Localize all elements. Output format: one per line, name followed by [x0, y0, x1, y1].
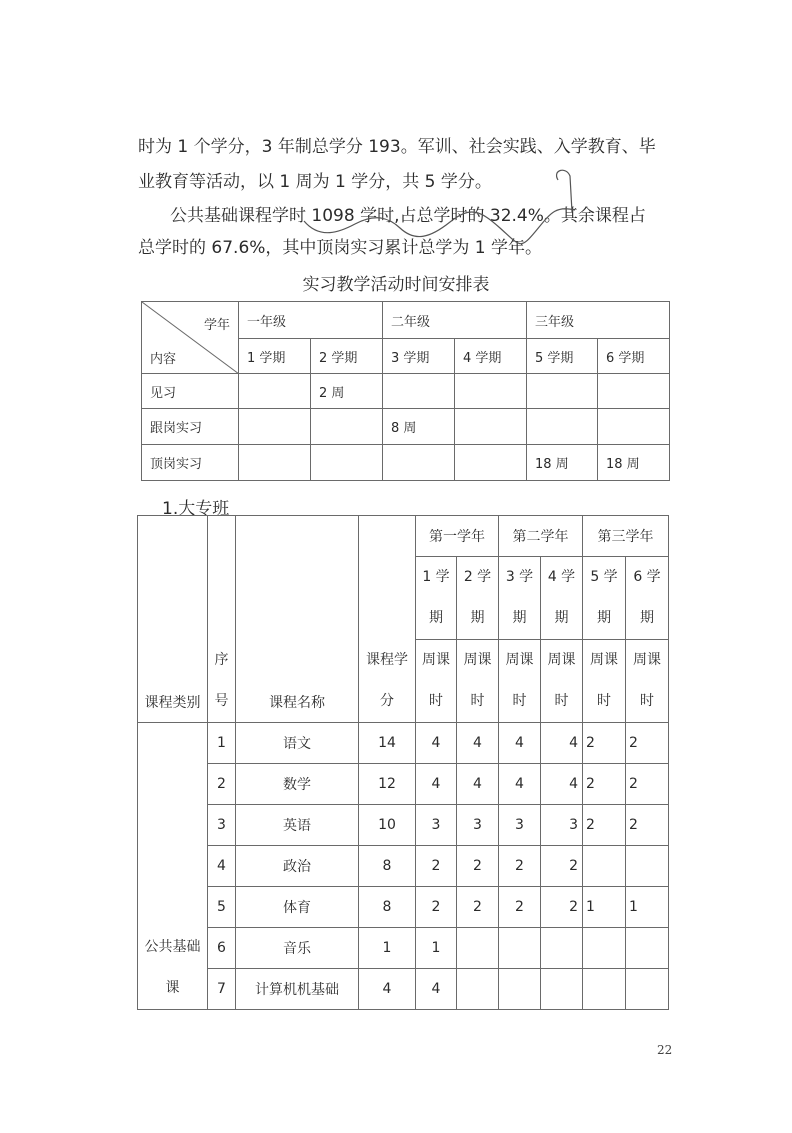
- row-label: 顶岗实习: [142, 445, 239, 481]
- course-name-cell: 数学: [236, 764, 359, 805]
- weekly-hours-cell: [457, 969, 499, 1010]
- weekly-hours-cell: 2: [626, 805, 669, 846]
- header-weekly-hours: [583, 640, 626, 723]
- weekly-hours-cell: [541, 928, 583, 969]
- weekly-hours-cell: 2: [626, 764, 669, 805]
- seq-cell: 2: [208, 764, 236, 805]
- weekly-hours-cell: 2: [416, 846, 457, 887]
- weekly-hours-cell: 3: [416, 805, 457, 846]
- term-line-2: 期: [597, 610, 611, 626]
- year-header-2: 二年级: [383, 302, 527, 339]
- weekly-hours-cell: 1: [416, 928, 457, 969]
- year-header-1: 一年级: [239, 302, 383, 339]
- weekly-hours-cell: 4: [499, 764, 541, 805]
- credit-cell: 12: [359, 764, 416, 805]
- credit-cell: 4: [359, 969, 416, 1010]
- practice-table-title: 实习教学活动时间安排表: [302, 275, 490, 295]
- seq-cell: 3: [208, 805, 236, 846]
- paragraph-line-4: 总学时的 67.6%，其中顶岗实习累计总学为 1 学年。: [138, 238, 543, 258]
- weekly-line-1: 周课: [547, 652, 576, 668]
- term-header: 1 学期: [239, 339, 311, 374]
- year-header-3: 三年级: [527, 302, 670, 339]
- credit-cell: 1: [359, 928, 416, 969]
- seq-cell: 7: [208, 969, 236, 1010]
- weekly-hours-cell: [499, 969, 541, 1010]
- category-line-1: 公共基础: [144, 939, 201, 955]
- table-cell: [598, 374, 670, 409]
- course-table: [137, 515, 669, 1010]
- weekly-hours-cell: 4: [416, 723, 457, 764]
- course-name-cell: 英语: [236, 805, 359, 846]
- corner-label-content: 内容: [150, 352, 177, 367]
- term-header: 3 学期: [383, 339, 455, 374]
- table-cell: 8 周: [383, 409, 455, 445]
- seq-cell: 5: [208, 887, 236, 928]
- page-number: 22: [657, 1043, 673, 1057]
- header-term-5: [583, 557, 626, 640]
- term-line-2: 期: [429, 610, 443, 626]
- table-row: [142, 409, 670, 445]
- weekly-hours-cell: 2: [499, 887, 541, 928]
- weekly-hours-cell: [457, 928, 499, 969]
- header-term-2: [457, 557, 499, 640]
- header-weekly-hours: [416, 640, 457, 723]
- header-weekly-hours: [457, 640, 499, 723]
- term-line-2: 期: [470, 610, 485, 626]
- weekly-line-1: 周课: [590, 652, 618, 668]
- header-weekly-hours: [499, 640, 541, 723]
- table-cell: 18 周: [598, 445, 670, 481]
- table-cell: [239, 409, 311, 445]
- course-name-cell: 政治: [236, 846, 359, 887]
- weekly-hours-cell: 3: [541, 805, 583, 846]
- weekly-line-2: 时: [470, 693, 485, 709]
- weekly-line-1: 周课: [505, 652, 534, 668]
- credit-cell: 10: [359, 805, 416, 846]
- term-line-1: 4 学: [547, 569, 576, 585]
- term-line-1: 5 学: [590, 569, 618, 585]
- course-name-cell: 计算机机基础: [236, 969, 359, 1010]
- seq-cell: 1: [208, 723, 236, 764]
- weekly-hours-cell: 2: [541, 846, 583, 887]
- table-cell: 2 周: [311, 374, 383, 409]
- table-cell: [383, 374, 455, 409]
- seq-cell: 4: [208, 846, 236, 887]
- header-term-4: [541, 557, 583, 640]
- paragraph-line-1: 时为 1 个学分，3 年制总学分 193。军训、社会实践、入学教育、毕: [138, 137, 656, 157]
- course-category-cell: [138, 723, 208, 1010]
- table-cell: [383, 445, 455, 481]
- credit-cell: 14: [359, 723, 416, 764]
- weekly-hours-cell: 4: [541, 723, 583, 764]
- weekly-hours-cell: [583, 928, 626, 969]
- weekly-line-2: 时: [597, 693, 611, 709]
- weekly-hours-cell: 4: [457, 723, 499, 764]
- table-cell: [311, 445, 383, 481]
- weekly-line-2: 时: [512, 693, 527, 709]
- weekly-line-2: 时: [640, 693, 654, 709]
- row-label: 跟岗实习: [142, 409, 239, 445]
- weekly-hours-cell: 2: [457, 887, 499, 928]
- table-cell: [311, 409, 383, 445]
- weekly-hours-cell: [626, 846, 669, 887]
- table-row: [142, 445, 670, 481]
- header-year-2: 第二学年: [499, 516, 583, 557]
- weekly-line-1: 周课: [633, 652, 661, 668]
- credit-cell: 8: [359, 846, 416, 887]
- weekly-hours-cell: [499, 928, 541, 969]
- weekly-hours-cell: 2: [583, 764, 626, 805]
- table-row: [138, 805, 669, 846]
- weekly-hours-cell: [541, 969, 583, 1010]
- weekly-hours-cell: [583, 846, 626, 887]
- table-cell: [455, 409, 527, 445]
- header-term-3: [499, 557, 541, 640]
- header-course-category: 课程类别: [138, 516, 208, 723]
- weekly-hours-cell: 3: [499, 805, 541, 846]
- weekly-line-2: 时: [554, 693, 569, 709]
- header-weekly-hours: [541, 640, 583, 723]
- weekly-hours-cell: 2: [583, 723, 626, 764]
- weekly-hours-cell: 4: [457, 764, 499, 805]
- table-cell: [598, 409, 670, 445]
- table-row: [138, 764, 669, 805]
- header-term-1: [416, 557, 457, 640]
- row-label: 见习: [142, 374, 239, 409]
- weekly-hours-cell: 2: [416, 887, 457, 928]
- table-cell: [239, 445, 311, 481]
- seq-cell: 6: [208, 928, 236, 969]
- term-line-1: 6 学: [633, 569, 661, 585]
- weekly-line-2: 时: [429, 693, 443, 709]
- header-seq: [208, 516, 236, 723]
- weekly-hours-cell: 4: [499, 723, 541, 764]
- corner-header-cell: [142, 302, 239, 374]
- header-credit-line-1: 课程学: [366, 652, 408, 668]
- term-line-2: 期: [554, 610, 569, 626]
- weekly-line-1: 周课: [422, 652, 450, 668]
- table-row: [138, 723, 669, 764]
- table-row: [138, 969, 669, 1010]
- weekly-hours-cell: 2: [541, 887, 583, 928]
- term-line-2: 期: [640, 610, 654, 626]
- header-course-name: 课程名称: [236, 516, 359, 723]
- weekly-hours-cell: 4: [416, 764, 457, 805]
- header-year-1: 第一学年: [416, 516, 499, 557]
- table-cell: [239, 374, 311, 409]
- weekly-hours-cell: 1: [626, 887, 669, 928]
- table-row: [138, 928, 669, 969]
- paragraph-line-2: 业教育等活动，以 1 周为 1 学分，共 5 学分。: [138, 172, 492, 192]
- weekly-hours-cell: 1: [583, 887, 626, 928]
- table-cell: [455, 374, 527, 409]
- weekly-hours-cell: 2: [626, 723, 669, 764]
- term-header: 6 学期: [598, 339, 670, 374]
- term-line-1: 3 学: [505, 569, 534, 585]
- term-header: 2 学期: [311, 339, 383, 374]
- term-header: 4 学期: [455, 339, 527, 374]
- course-name-cell: 体育: [236, 887, 359, 928]
- weekly-hours-cell: 2: [457, 846, 499, 887]
- weekly-hours-cell: 3: [457, 805, 499, 846]
- practice-schedule-table: [141, 301, 670, 481]
- course-name-cell: 音乐: [236, 928, 359, 969]
- section-heading: 1.大专班: [162, 499, 230, 519]
- term-header: 5 学期: [527, 339, 598, 374]
- header-seq-line-2: 号: [214, 693, 229, 709]
- term-line-2: 期: [512, 610, 527, 626]
- weekly-hours-cell: 4: [416, 969, 457, 1010]
- header-term-6: [626, 557, 669, 640]
- table-row: [142, 374, 670, 409]
- table-cell: [527, 409, 598, 445]
- header-credit-line-2: 分: [380, 693, 394, 709]
- table-cell: [527, 374, 598, 409]
- weekly-hours-cell: 2: [583, 805, 626, 846]
- term-line-1: 2 学: [463, 569, 492, 585]
- weekly-line-1: 周课: [463, 652, 492, 668]
- weekly-hours-cell: [626, 969, 669, 1010]
- table-row: [138, 887, 669, 928]
- table-cell: [455, 445, 527, 481]
- term-line-1: 1 学: [422, 569, 450, 585]
- weekly-hours-cell: [626, 928, 669, 969]
- credit-cell: 8: [359, 887, 416, 928]
- header-year-3: 第三学年: [583, 516, 669, 557]
- header-weekly-hours: [626, 640, 669, 723]
- weekly-hours-cell: 2: [499, 846, 541, 887]
- table-row: [138, 846, 669, 887]
- category-line-2: 课: [165, 980, 180, 996]
- corner-label-year: 学年: [203, 318, 230, 333]
- paragraph-line-3: 公共基础课程学时 1098 学时,占总学时的 32.4%。其余课程占: [170, 206, 646, 226]
- course-name-cell: 语文: [236, 723, 359, 764]
- weekly-hours-cell: 4: [541, 764, 583, 805]
- table-cell: 18 周: [527, 445, 598, 481]
- header-seq-line-1: 序: [214, 652, 229, 668]
- weekly-hours-cell: [583, 969, 626, 1010]
- header-credit: [359, 516, 416, 723]
